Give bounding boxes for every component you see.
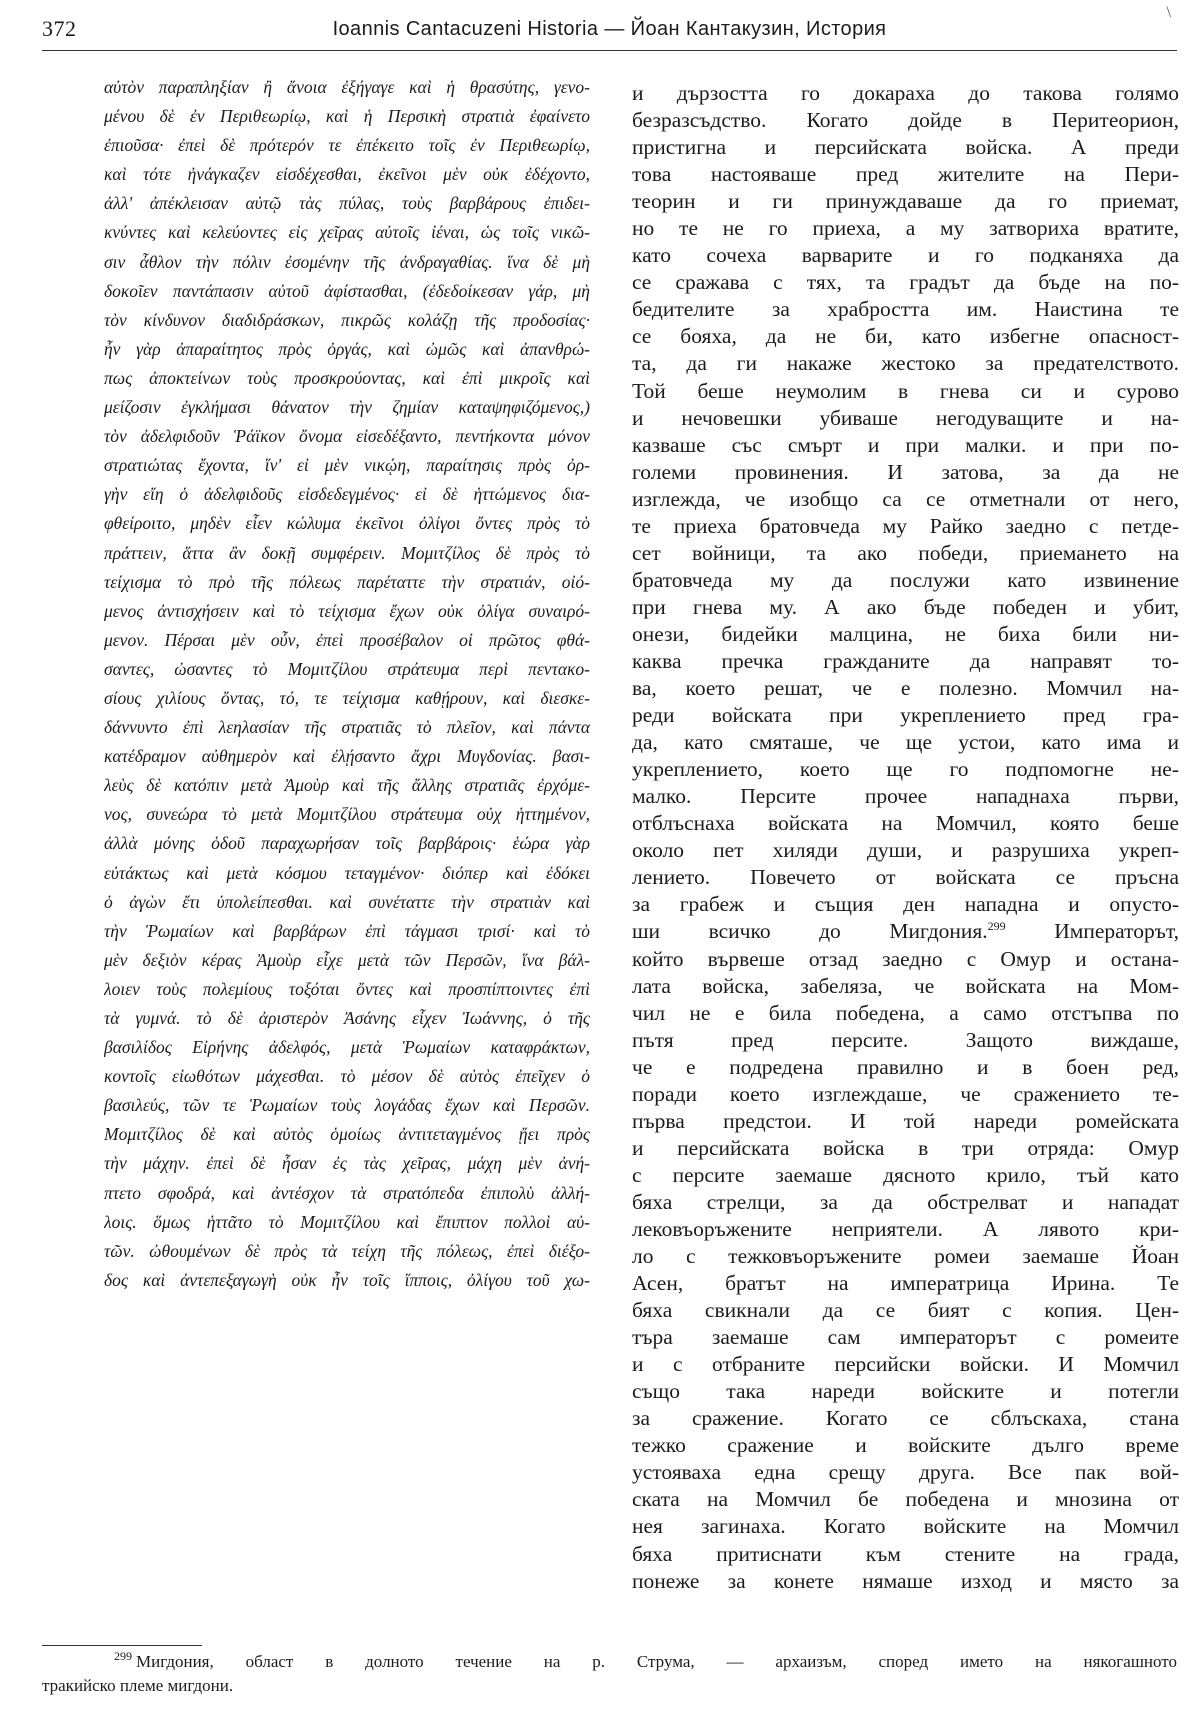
greek-text-line: ἀλλὰ μόνης ὁδοῦ παραχωρήσαν τοῖς βαρβάροις· ἑώρα γὰρ [104, 833, 590, 854]
bulgarian-text-line: около пет хиляди души, и разрушиха укреп- [632, 838, 1179, 863]
greek-text-line: φθείροιτο, μηδὲν εἶεν κώλυμα ἐκεῖνοι ὀλίγοι ὄντες πρὸς τὸ [104, 513, 590, 534]
greek-text-line: Μομιτζίλος δὲ καὶ αὐτὸς ὁμοίως ἀντιτεταγμένος ᾔει πρὸς [104, 1124, 590, 1145]
bulgarian-text-line: онези, бидейки малцина, не биха били ни- [632, 621, 1179, 646]
greek-text-line: εὐτάκτως καὶ μετὰ κόσμου τεταγμένον· διόπερ καὶ ἐδόκει [104, 862, 590, 883]
running-head [42, 4, 1177, 51]
greek-text-line: λοιεν τοὺς πολεμίους τοξόται ὄντες καὶ προσπίπτοιντες ἐπὶ [104, 978, 590, 999]
bulgarian-text-line: първа предстои. И той нареди ромейската [632, 1108, 1179, 1133]
greek-text-line: στρατιώτας ἔχοντα, ἵν' εἰ μὲν νικῴη, παραίτησις πρὸς ὀρ- [104, 455, 590, 476]
greek-text-line: μὲν δεξιὸν κέρας Ἀμοὺρ εἶχε μετὰ τῶν Περσῶν, ἵνα βάλ- [104, 949, 590, 970]
bulgarian-text-line: и нечовешки убиваше негодуващите и на- [632, 405, 1179, 430]
bulgarian-text-line: тежко сражение и войските дълго време [632, 1433, 1179, 1458]
bulgarian-text-line: Асен, братът на императрица Ирина. Те [632, 1271, 1179, 1296]
bulgarian-text-line: за грабеж и същия ден нападна и опусто- [632, 892, 1179, 917]
bulgarian-text-line: ло с тежковъоръжените ромеи заемаше Йоан [632, 1244, 1179, 1269]
bulgarian-text-line: бяха притиснати към стените на града, [632, 1541, 1179, 1566]
footnote-rule [42, 1645, 202, 1646]
bulgarian-text-line: лата войска, забеляза, че войската на Мом- [632, 973, 1179, 998]
bulgarian-text-line: който вървеше отзад заедно с Омур и остана- [632, 946, 1179, 971]
bulgarian-text-line: теорин и ги принуждаваше да го приемат, [632, 189, 1179, 214]
bulgarian-text-line: и персийската войска в три отряда: Омур [632, 1135, 1179, 1160]
bulgarian-text-line: бедителите за храбростта им. Наистина те [632, 297, 1179, 322]
bulgarian-text-line: търа заемаше сам императорът с ромеите [632, 1325, 1179, 1350]
bulgarian-text-fragment: Императорът, [1005, 919, 1179, 944]
bulgarian-text-fragment: ши всичко до Мигдония. [632, 919, 988, 944]
bulgarian-text-line: се сражава с тях, та градът да бъде на по- [632, 270, 1179, 295]
footnote [42, 1650, 1177, 1698]
greek-text-line: λοις. ὅμως ἡττᾶτο τὸ Μομιτζίλου καὶ ἔπιπτον πολλοὶ αὐ- [104, 1211, 590, 1232]
footnote-line-2: тракийско племе мигдони. [42, 1676, 234, 1695]
bulgarian-text-line [632, 918, 1179, 945]
greek-text-line: πτετο σφοδρά, καὶ ἀντέσχον τὰ στρατόπεδα ἐπιπολὺ ἀλλή- [104, 1182, 590, 1203]
greek-text-line: μενος ἀντισχήσειν καὶ τὸ τείχισμα ἔχων οὐκ ὀλίγα συναιρό- [104, 600, 590, 621]
bulgarian-text-line: изглежда, че изобщо са се отметнали от него, [632, 486, 1179, 511]
greek-text-line: ἐπιοῦσα· ἐπεὶ δὲ πρότερόν τε ἐπέκειτο τοῖς ἐν Περιθεωρίῳ, [104, 135, 590, 156]
greek-text-line: τὰ γυμνά. τὸ δὲ ἀριστερὸν Ἀσάνης εἶχεν Ἰωάννης, ὁ τῆς [104, 1008, 590, 1028]
bulgarian-text-line: и дързостта го докараха до такова голямо [632, 81, 1179, 105]
greek-text-line: τὸν ἀδελφιδοῦν Ῥάϊκον ὄνομα εἰσεδέξαντο, πεντήκοντα μόνον [104, 426, 590, 447]
bulgarian-text-line: братовчеда му да послужи като извинение [632, 567, 1179, 592]
running-title: Ioannis Cantacuzeni Historia — Йоан Кантакузин, История [332, 18, 887, 40]
greek-text-line: ὁ ἀγὼν ἔτι ὑπολείπεσθαι. καὶ συνέταττε τὴν στρατιὰν καὶ [104, 891, 590, 912]
bulgarian-text-line: те приеха братовчеда му Райко заедно с петде- [632, 513, 1179, 538]
bulgarian-text-line: за сражение. Когато се сблъскаха, стана [632, 1406, 1179, 1431]
greek-text-line: δοκοῖεν παντάπασιν αὐτοῦ ἀφίστασθαι, (ἐδεδοίκεσαν γάρ, μὴ [104, 280, 590, 301]
greek-text-line: λεὺς δὲ κατόπιν μετὰ Ἀμοὺρ καὶ τῆς ἄλλης στρατιᾶς ἐρχόμε- [104, 775, 590, 796]
bulgarian-text-line: ва, което решат, че е полезно. Момчил на- [632, 676, 1179, 701]
bulgarian-text-line: и с отбраните персийски войски. И Момчил [632, 1352, 1179, 1377]
bulgarian-text-line: Той беше неумолим в гнева си и сурово [632, 378, 1179, 403]
bulgarian-text-line: лението. Повечето от войската се пръсна [632, 865, 1179, 890]
greek-text-line: μένου δὲ ἐν Περιθεωρίῳ, καὶ ἡ Περσικὴ στρατιὰ ἐφαίνετο [104, 106, 590, 127]
corner-mark: \ [1166, 4, 1171, 21]
greek-text-line: τὴν Ῥωμαίων καὶ βαρβάρων ἐπὶ τάγμασι τρισί· καὶ τὸ [104, 920, 590, 941]
greek-text-line: σαντες, ὠσαντες τὸ Μομιτζίλου στράτευμα περὶ πεντακο- [104, 658, 590, 679]
greek-text-line: δος καὶ ἀντεπεξαγωγὴ οὐκ ἦν τοῖς ἵπποις, ὀλίγου τοῦ χω- [104, 1269, 590, 1290]
footnote-number: 299 [114, 1649, 132, 1664]
bulgarian-text-line: като сочеха варварите и го подканяха да [632, 243, 1179, 268]
greek-text-line: τὸν κίνδυνον διαδιδράσκων, πικρῶς κολάζῃ τῆς προδοσίας· [104, 309, 590, 330]
bulgarian-text-line: укреплението, което ще го подпомогне не- [632, 757, 1179, 782]
greek-text-line: ἦν γὰρ ἀπαραίτητος πρὸς ὀργάς, καὶ ὠμῶς καὶ ἀπανθρώ- [104, 338, 590, 359]
greek-text-line: κνύντες καὶ κελεύοντες εἰς χεῖρας αὐτοῖς ἰέναι, ὡς τοῖς νικῶ- [104, 222, 590, 243]
footnote-line-1 [42, 1650, 1177, 1674]
bulgarian-text-line: пътя пред персите. Защото виждаше, [632, 1027, 1179, 1052]
footnote-text-1: Мигдония, област в долното течение на р. Струма, — архаизъм, според името на някогашното [136, 1652, 1177, 1671]
bulgarian-text-line: това настояваше пред жителите на Пери- [632, 162, 1179, 187]
bulgarian-text-line: лековъоръжените неприятели. А лявото кри- [632, 1216, 1179, 1241]
bulgarian-text-line: отблъснаха войската на Момчил, която беше [632, 811, 1179, 836]
bulgarian-text-line: сет войници, та ако победи, приемането на [632, 540, 1179, 565]
greek-text-line: τείχισμα τὸ πρὸ τῆς πόλεως παρέταττε τὴν στρατιάν, οἰό- [104, 571, 590, 592]
greek-text-line: βασιλίδος Εἰρήνης ἀδελφός, μετὰ Ῥωμαίων καταφράκτων, [104, 1037, 590, 1058]
greek-text-line: πως ἀποκτείνων τοὺς προσκρούοντας, καὶ ἐπὶ μικροῖς καὶ [104, 367, 590, 388]
bulgarian-text-line: с персите заемаше дясното крило, тъй като [632, 1162, 1179, 1187]
greek-text-line: τὴν μάχην. ἐπεὶ δὲ ἦσαν ἐς τὰς χεῖρας, μάχη μὲν ἀνή- [104, 1153, 590, 1174]
greek-text-line: σιν ἆθλον τὴν πόλιν ἐσομένην τῆς ἀνδραγαθίας. ἵνα δὲ μὴ [104, 251, 590, 272]
greek-text-column [104, 73, 590, 1295]
footnote-reference: 299 [987, 919, 1006, 934]
greek-text-line: καὶ τότε ἠνάγκαζεν εἰσδέχεσθαι, ἐκεῖνοι μὲν οὐκ ἐδέχοντο, [104, 164, 590, 185]
bulgarian-text-line: казваше със смърт и при малки. и при по- [632, 432, 1179, 457]
bulgarian-text-line: ската на Момчил бе победена и мнозина от [632, 1487, 1179, 1512]
greek-text-line: σίους χιλίους ὄντας, τό, τε τείχισμα καθῄρουν, καὶ διεσκε- [104, 687, 590, 708]
bulgarian-text-line: но те не го приеха, а му затвориха вратите, [632, 216, 1179, 241]
bulgarian-text-line: чил не е била победена, а само отстъпва по [632, 1000, 1179, 1025]
bulgarian-text-line: понеже за конете нямаше изход и място за [632, 1568, 1179, 1593]
greek-text-line: κοντοῖς εἰωθότων μάχεσθαι. τὸ μέσον δὲ αὐτὸς ἐπεῖχεν ὁ [104, 1066, 590, 1087]
bulgarian-text-line: че е подредена правилно и в боен ред, [632, 1054, 1179, 1079]
bulgarian-text-line: нея загинаха. Когато войските на Момчил [632, 1514, 1179, 1539]
greek-text-line: πράττειν, ἅττα ἂν δοκῇ συμφέρειν. Μομιτζίλος δὲ πρὸς τὸ [104, 542, 590, 563]
bulgarian-text-line: бяха стрелци, за да обстрелват и нападат [632, 1189, 1179, 1214]
bulgarian-text-line: поради което изглеждаше, че сражението те- [632, 1081, 1179, 1106]
bulgarian-text-line: се бояха, да не би, като избегне опасност- [632, 324, 1179, 349]
bulgarian-text-line: при гнева му. А ако бъде победен и убит, [632, 594, 1179, 619]
bulgarian-text-line: каква пречка гражданите да направят то- [632, 648, 1179, 673]
bulgarian-text-line: устояваха една срещу друга. Все пак вой- [632, 1460, 1179, 1485]
greek-text-line: κατέδραμον αὐθημερὸν καὶ ἐλῄσαντο ἄχρι Μυγδονίας. βασι- [104, 746, 590, 767]
bulgarian-translation-column [632, 80, 1179, 1595]
greek-text-line: γὴν εἴη ὁ ἀδελφιδοῦς εἰσδεδεγμένος· εἰ δὲ ἡττώμενος δια- [104, 484, 590, 505]
greek-text-line: μείζοσιν ἐγκλήμασι θάνατον τὴν ζημίαν καταψηφιζόμενος,) [104, 397, 590, 418]
bulgarian-text-line: пристигна и персийската войска. А преди [632, 135, 1179, 160]
greek-text-line: νος, συνεώρα τὸ μετὰ Μομιτζίλου στράτευμα οὐχ ἡττημένον, [104, 804, 590, 825]
greek-text-line: τῶν. ὠθουμένων δὲ πρὸς τὰ τείχη τῆς πόλεως, ἐπεὶ διέξο- [104, 1240, 590, 1261]
greek-text-line: δάννυντο ἐπὶ λεηλασίαν τῆς στρατιᾶς τὸ πλεῖον, καὶ πάντα [104, 717, 590, 738]
greek-text-line: μενον. Πέρσαι μὲν οὖν, ἐπεὶ προσέβαλον οἱ πρῶτος φθά- [104, 629, 590, 650]
bulgarian-text-line: също така нареди войските и потегли [632, 1379, 1179, 1404]
greek-text-line: βασιλεύς, τῶν τε Ῥωμαίων τοὺς λογάδας ἔχων καὶ Περσῶν. [104, 1095, 590, 1116]
greek-text-line: ἀλλ' ἀπέκλεισαν αὐτῷ τὰς πύλας, τοὺς βαρβάρους ἐπιδει- [104, 193, 590, 214]
bulgarian-text-line: безразсъдство. Когато дойде в Перитеорион, [632, 108, 1179, 133]
bulgarian-text-line: малко. Персите прочее нападнаха първи, [632, 784, 1179, 809]
page-number: 372 [42, 16, 77, 41]
bulgarian-text-line: та, да ги накаже жестоко за предателството. [632, 351, 1179, 376]
bulgarian-text-line: бяха свикнали да се бият с копия. Цен- [632, 1298, 1179, 1323]
greek-text-line: αὐτὸν παραπληξίαν ἢ ἄνοια ἐξήγαγε καὶ ἡ θρασύτης, γενο- [104, 77, 590, 97]
bulgarian-text-line: големи провинения. И затова, за да не [632, 459, 1179, 484]
bulgarian-text-line: да, като смяташе, че ще устои, като има и [632, 730, 1179, 755]
bulgarian-text-line: реди войската при укреплението пред гра- [632, 703, 1179, 728]
